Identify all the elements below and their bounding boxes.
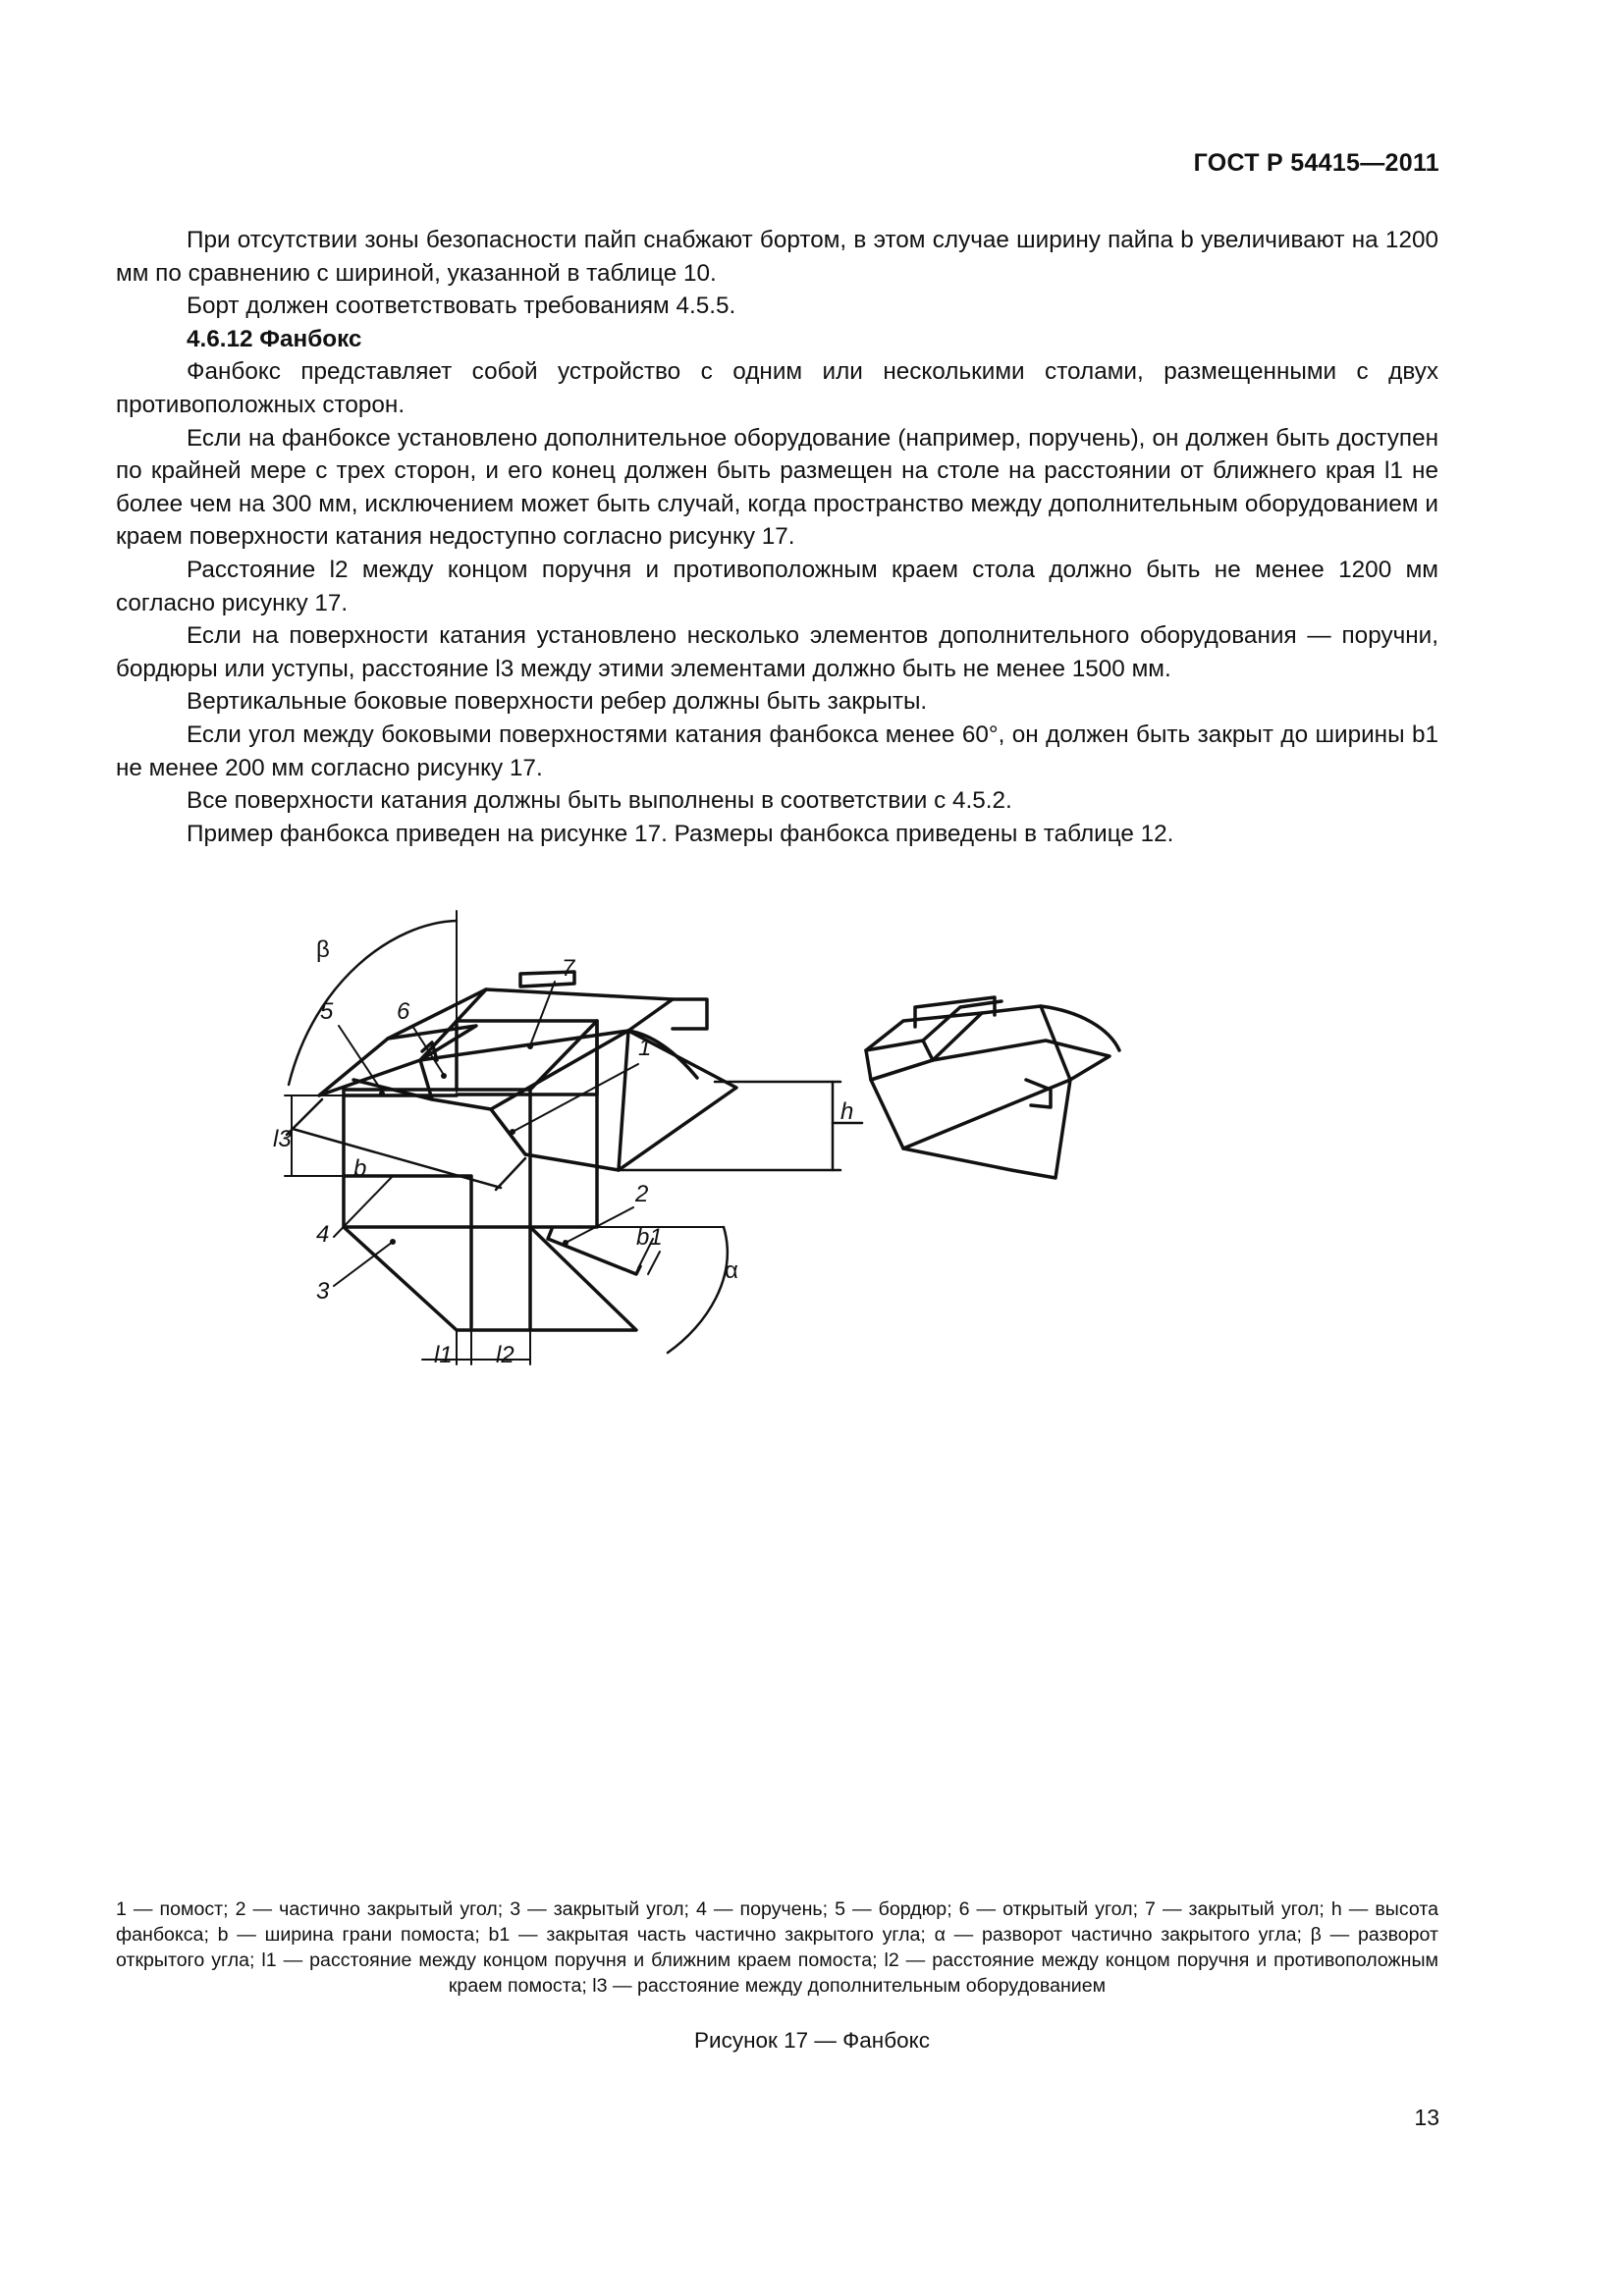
paragraph: Расстояние l2 между концом поручня и противоположным краем стола должно быть не менее 1200 мм согласно рисунку 17.	[116, 556, 1438, 616]
paragraph: При отсутствии зоны безопасности пайп снабжают бортом, в этом случае ширину пайпа b увеличивают на 1200 мм по сравнению с шириной, указанной в таблице 10.	[116, 227, 1438, 287]
label-number-5: 5	[320, 998, 334, 1025]
funbox-perspective-right	[866, 997, 1119, 1178]
section-heading: 4.6.12 Фанбокс	[187, 325, 362, 352]
paragraph: Борт должен соответствовать требованиям 4.5.5.	[187, 293, 736, 320]
paragraph: Если на поверхности катания установлено несколько элементов дополнительного оборудования — поручни, бордюры или уступы, расстояние l3 между этими элементами должно быть не менее 1500 мм.	[116, 622, 1438, 682]
label-number-6: 6	[397, 998, 410, 1025]
label-number-7: 7	[562, 955, 575, 982]
funbox-drawing	[273, 913, 1178, 1885]
paragraph: Пример фанбокса приведен на рисунке 17. Размеры фанбокса приведены в таблице 12.	[187, 820, 1174, 847]
paragraph: Вертикальные боковые поверхности ребер должны быть закрыты.	[187, 688, 928, 716]
label-l2: l2	[496, 1342, 514, 1368]
label-l3: l3	[273, 1126, 292, 1152]
label-h: h	[840, 1098, 854, 1125]
label-number-3: 3	[316, 1278, 330, 1305]
funbox-perspective-left	[319, 972, 736, 1170]
document-header: ГОСТ Р 54415—2011	[1193, 149, 1439, 177]
label-b1: b1	[636, 1224, 663, 1251]
label-alpha: α	[725, 1257, 738, 1284]
label-number-4: 4	[316, 1221, 330, 1248]
paragraph: Если угол между боковыми поверхностями катания фанбокса менее 60°, он должен быть закрыт до ширины b1 не менее 200 мм согласно рисунку 17.	[116, 721, 1438, 781]
paragraph: Если на фанбоксе установлено дополнительное оборудование (например, поручень), он должен быть доступен по крайней мере с трех сторон, и его конец должен быть размещен на столе на расстоянии от ближнего края l1 не более чем на 300 мм, исключением может быть случай, когда пространство между дополнительным оборудованием и краем поверхности катания недоступно согласно рисунку 17.	[116, 424, 1438, 551]
body-text	[116, 224, 1438, 850]
label-b: b	[353, 1155, 367, 1182]
b-dim-line	[293, 1129, 501, 1188]
figure-caption: Рисунок 17 — Фанбокс	[694, 2028, 930, 2053]
page-number: 13	[1414, 2105, 1439, 2130]
funbox-figure	[273, 913, 1178, 1885]
label-l1: l1	[434, 1342, 453, 1368]
label-beta: β	[316, 936, 330, 963]
paragraph: Все поверхности катания должны быть выполнены в соответствии с 4.5.2.	[187, 787, 1012, 815]
figure-legend: 1 — помост; 2 — частично закрытый угол; 3 — закрытый угол; 4 — поручень; 5 — бордюр; 6 — открытый угол; 7 — закрытый угол; h — высота фанбокса; b — ширина грани помоста; b1 — закрытая часть частично закрытого угла; α — разворот частично закрытого угла; β — разворот открытого угла; l1 — расстояние между концом поручня и ближним краем помоста; l2 — расстояние между концом поручня и противоположным краем помоста; l3 — расстояние между дополнительным оборудованием	[116, 1898, 1438, 1997]
label-number-2: 2	[635, 1181, 649, 1207]
label-number-1: 1	[638, 1035, 652, 1061]
paragraph: Фанбокс представляет собой устройство с одним или несколькими столами, размещенными с двух противоположных сторон.	[116, 358, 1438, 418]
